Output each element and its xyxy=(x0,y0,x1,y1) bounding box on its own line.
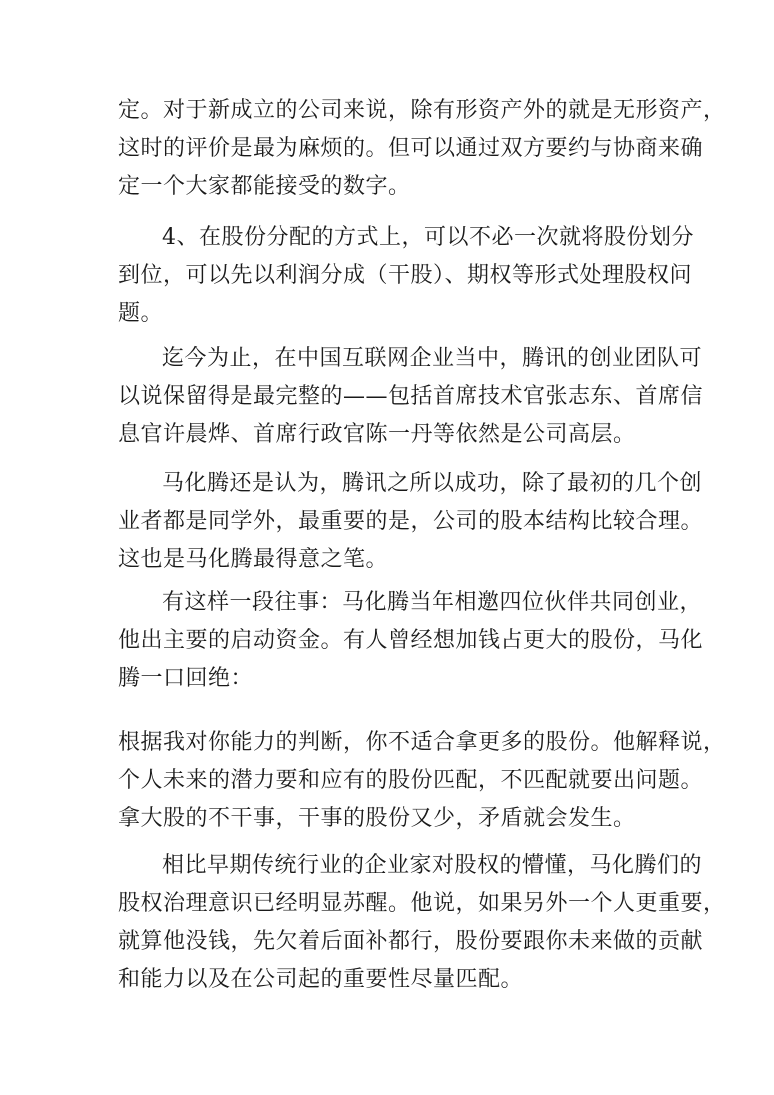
paragraph-4 xyxy=(118,465,704,579)
text-line: 息官许晨烨、首席行政官陈一丹等依然是公司高层。 xyxy=(118,422,636,447)
text-line: 这也是马化腾最得意之笔。 xyxy=(118,547,389,572)
paragraph-7 xyxy=(118,847,726,999)
text-line: 就算他没钱，先欠着后面补都行，股份要跟你未来做的贡献 xyxy=(118,929,704,954)
text-line: 题。 xyxy=(118,301,164,326)
text-line: 有这样一段往事：马化腾当年相邀四位伙伴共同创业， xyxy=(162,590,703,615)
text-line: 定一个大家都能接受的数字。 xyxy=(118,174,411,199)
text-line: 根据我对你能力的判断，你不适合拿更多的股份。他解释说， xyxy=(118,730,726,755)
text-line: 和能力以及在公司起的重要性尽量匹配。 xyxy=(118,967,524,992)
text-line: 以说保留得是最完整的——包括首席技术官张志东、首席信 xyxy=(118,384,704,409)
text-line: 相比早期传统行业的企业家对股权的懵懂，马化腾们的 xyxy=(162,853,703,878)
text-line: 业者都是同学外，最重要的是，公司的股本结构比较合理。 xyxy=(118,509,704,534)
text-line: 个人未来的潜力要和应有的股份匹配，不匹配就要出问题。 xyxy=(118,768,704,793)
text-line: 4、在股份分配的方式上，可以不必一次就将股份划分 xyxy=(162,225,694,250)
paragraph-2 xyxy=(118,219,694,333)
text-line: 到位，可以先以利润分成（干股）、期权等形式处理股权问 xyxy=(118,263,693,288)
text-line: 定。对于新成立的公司来说，除有形资产外的就是无形资产， xyxy=(118,98,726,123)
text-line: 拿大股的不干事，干事的股份又少，矛盾就会发生。 xyxy=(118,806,636,831)
paragraph-5 xyxy=(118,584,704,698)
paragraph-6 xyxy=(118,724,726,838)
paragraph-3 xyxy=(118,340,704,454)
text-line: 他出主要的启动资金。有人曾经想加钱占更大的股份，马化 xyxy=(118,628,704,653)
text-line: 马化腾还是认为，腾讯之所以成功，除了最初的几个创 xyxy=(162,471,703,496)
text-line: 这时的评价是最为麻烦的。但可以通过双方要约与协商来确 xyxy=(118,136,704,161)
text-line: 腾一口回绝： xyxy=(118,666,254,691)
text-line: 迄今为止，在中国互联网企业当中，腾讯的创业团队可 xyxy=(162,346,703,371)
paragraph-1 xyxy=(118,92,726,206)
text-line: 股权治理意识已经明显苏醒。他说，如果另外一个人更重要， xyxy=(118,891,726,916)
